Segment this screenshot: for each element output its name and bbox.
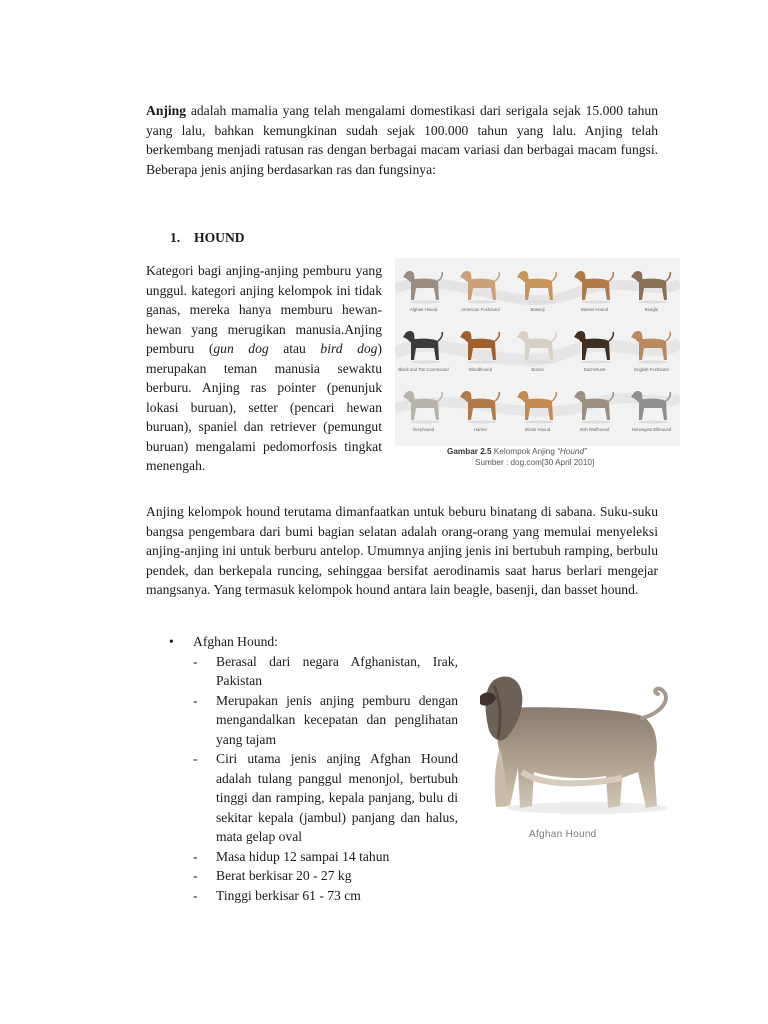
afghan-detail-item [146, 749, 458, 847]
afghan-detail-item [146, 886, 458, 906]
afghan-details [146, 652, 466, 906]
dash-icon: - [193, 848, 198, 864]
dog-icon [515, 324, 561, 366]
afghan-detail-text: Berasal dari negara Afghanistan, Irak, Pakistan [216, 653, 458, 688]
breed-label: Afghan Hound [409, 307, 438, 312]
afghan-bullet-item [146, 632, 466, 652]
hound-description [146, 261, 382, 476]
breed-cell [509, 264, 566, 312]
afghan-detail-text: Ciri utama jenis anjing Afghan Hound adalah tulang panggul menonjol, bertubuh tinggi dan ramping, kepala panjang, bulu di sekitar kepala (jambul) panjang dan halus, mata gelap oval [216, 751, 458, 844]
breed-cell [452, 324, 509, 372]
dog-icon [515, 264, 561, 306]
dog-icon [572, 264, 618, 306]
dog-icon [458, 324, 504, 366]
bird-dog-term: bird dog [320, 341, 378, 356]
breed-label: Borzoi [531, 367, 544, 372]
breed-cell [452, 384, 509, 432]
breed-label: Harrier [473, 427, 488, 432]
breed-label: Black and Tan Coonhound [398, 367, 449, 372]
afghan-hound-photo [472, 668, 682, 848]
afghan-detail-item [146, 866, 458, 886]
breed-label: Irish Wolfhound [579, 427, 610, 432]
breed-label: American Foxhound [461, 307, 500, 312]
afghan-detail-text: Tinggi berkisar 61 - 73 cm [216, 887, 361, 903]
breed-label: Basset Hound [581, 307, 608, 312]
dash-icon: - [193, 692, 198, 708]
section-number: 1. [170, 230, 181, 245]
breed-label: Bloodhound [469, 367, 492, 372]
breed-cell [395, 324, 452, 372]
caption-emphasis: “Hound” [557, 447, 587, 456]
breed-cell [566, 264, 623, 312]
dog-icon [401, 324, 447, 366]
breed-label: Basenji [530, 307, 545, 312]
dog-icon [401, 264, 447, 306]
dash-icon: - [193, 751, 198, 766]
dog-icon [572, 324, 618, 366]
dog-icon [458, 384, 504, 426]
hound-desc-text: Kategori bagi anjing-anjing pemburu yang unggul. kategori anjing kelompok ini tidak ganas, mereka hanya memburu hewan-hewan yang merugikan manusia.Anjing pemburu ( [146, 263, 382, 356]
section-title: HOUND [194, 230, 245, 245]
afghan-detail-text: Berat berkisar 20 - 27 kg [216, 868, 352, 883]
afghan-hound-illustration [472, 668, 682, 828]
afghan-detail-item [146, 691, 458, 750]
hound-paragraph: Anjing kelompok hound terutama dimanfaatkan untuk beburu binatang di sabana. Suku-suku bangsa pengembara dari bumi bagian selatan adalah orang-orang yang memulai menyeleksi anjing-anjing ini untuk berburu antelop. Umumnya anjing jenis ini bertubuh ramping, berbulu pendek, dan berkepala runcing, sehinggaa bersifat aerodinamis saat harus berlari mengejar mangsanya. Yang termasuk kelompok hound antara lain beagle, basenji, dan basset hound. [146, 504, 658, 597]
hound-desc-connector: atau [268, 341, 321, 356]
breed-cell [566, 324, 623, 372]
breed-cell [509, 384, 566, 432]
dog-icon [629, 264, 675, 306]
breed-cell [509, 324, 566, 372]
breed-cell [623, 264, 680, 312]
section-heading [170, 228, 245, 248]
dog-icon [401, 384, 447, 426]
bullet-icon: • [169, 634, 174, 649]
hound-desc-text-2: ) merupakan teman manusia sewaktu berburu. Anjing ras pointer (penunjuk lokasi buruan), setter (pencari hewan buruan), spaniel dan retriever (pemungut buruan) mengalami pedomorfosis tingkat menengah. [146, 341, 382, 473]
dash-icon: - [193, 868, 198, 883]
breed-label: Norwegian Elkhound [631, 427, 672, 432]
afghan-detail-text: Masa hidup 12 sampai 14 tahun [216, 848, 390, 864]
dash-icon: - [193, 887, 198, 903]
dog-icon [515, 384, 561, 426]
dog-icon [629, 324, 675, 366]
breed-label: Beagle [644, 307, 659, 312]
breed-label: Ibizan Hound [524, 427, 551, 432]
afghan-detail-item [146, 847, 458, 867]
caption-source: Sumber : dog.com[30 April 2010] [475, 458, 595, 467]
afghan-detail-text: Merupakan jenis anjing pemburu dengan mengandalkan kecepatan dan penglihatan yang tajam [216, 692, 458, 747]
afghan-title: Afghan Hound: [193, 634, 278, 649]
breed-cell [566, 384, 623, 432]
dog-icon [629, 384, 675, 426]
breed-cell [623, 384, 680, 432]
dog-icon [572, 384, 618, 426]
photo-label: Afghan Hound [529, 829, 597, 840]
breed-cell [623, 324, 680, 372]
breed-label: Greyhound [412, 427, 435, 432]
figure-caption [447, 446, 677, 468]
intro-paragraph [146, 101, 658, 179]
breed-cell [452, 264, 509, 312]
caption-title [447, 447, 587, 456]
dash-icon: - [193, 653, 198, 669]
breed-label: Dachshund [583, 367, 606, 372]
intro-term: Anjing [146, 103, 187, 118]
breed-cell [395, 384, 452, 432]
afghan-hound-list [146, 632, 466, 905]
hound-breeds-figure [395, 258, 680, 446]
dog-icon [458, 264, 504, 306]
afghan-detail-item [146, 652, 458, 691]
caption-text: Kelompok Anjing [491, 447, 558, 456]
caption-label: Gambar 2.5 [447, 447, 492, 456]
gun-dog-term: gun dog [213, 341, 269, 356]
breed-label: English Foxhound [634, 367, 669, 372]
breed-cell [395, 264, 452, 312]
intro-text: adalah mamalia yang telah mengalami domestikasi dari serigala sejak 15.000 tahun yang lalu, bahkan kemungkinan sudah sejak 100.000 tahun yang lalu. Anjing telah berkembang menjadi ratusan ras dengan berbagai macam variasi dan berbagai macam fungsi. Beberapa jenis anjing berdasarkan ras dan fungsinya: [146, 103, 658, 177]
